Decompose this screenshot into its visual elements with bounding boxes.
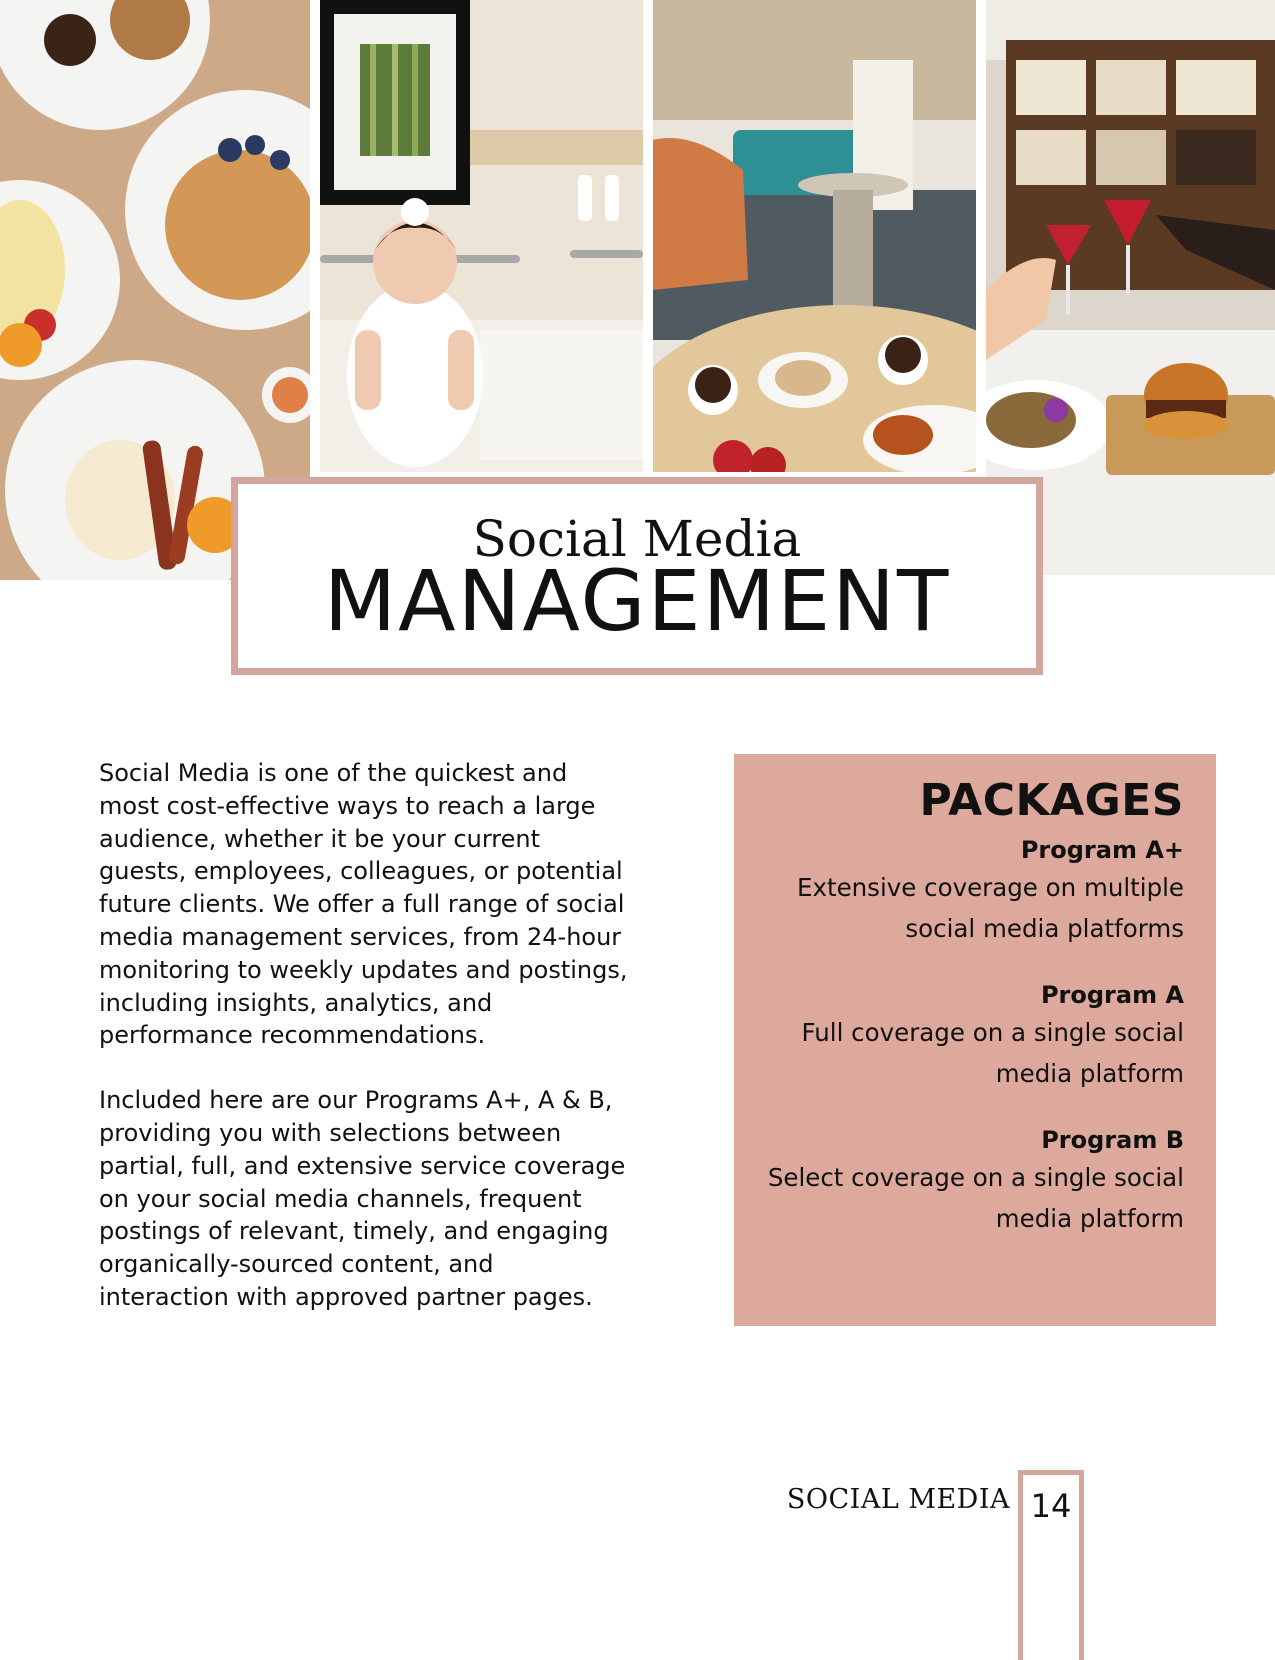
package-name: Program A [1040,981,1184,1009]
package-description: Full coverage on a single social media platform [801,1018,1184,1088]
child-in-bathroom-photo [320,0,643,472]
packages-heading: PACKAGES [919,775,1184,826]
page-subtitle: Social Media [472,510,802,568]
intro-text [99,757,629,1346]
package-name: Program B [1041,1126,1184,1154]
package-description: Extensive coverage on multiple social media platforms [797,873,1184,943]
packages-panel [734,754,1216,1326]
package-name: Program A+ [1020,836,1184,864]
title-box [231,477,1043,675]
intro-paragraph-2: Included here are our Programs A+, A & B, providing you with selections between partial, full, and extensive service coverage on your social media channels, frequent postings of relevant, timely, and engaging organically-sourced content, and interaction with approved partner pages. [99,1086,626,1311]
package-description: Select coverage on a single social media platform [767,1163,1184,1233]
page-title: MANAGEMENT [323,552,951,650]
intro-paragraph-1: Social Media is one of the quickest and most cost-effective ways to reach a large audience, whether it be your current guests, employees, colleagues, or potential future clients. We offer a full range of social media management services, from 24-hour monitoring to weekly updates and postings, including insights, analytics, and performance recommendations. [99,759,628,1050]
page-number: 14 [1030,1487,1072,1525]
lobby-breakfast-photo [653,0,976,472]
page-number-tab [1018,1470,1084,1660]
footer-section-label: SOCIAL MEDIA [786,1484,1010,1515]
